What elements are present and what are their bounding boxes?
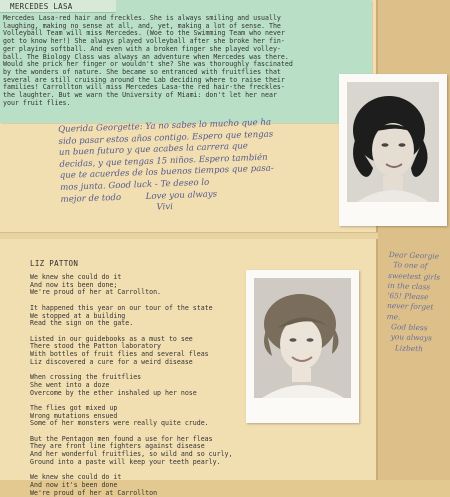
mercedes-name: MERCEDES LASA bbox=[10, 2, 73, 11]
mercedes-photo bbox=[339, 74, 447, 226]
handwritten-note-lizbeth: Dear Georgie To one of sweetest girls in the class '65! Please never forget me. God bless you always Lizbeth bbox=[385, 250, 441, 353]
handwritten-note-vivi: Querida Georgette: Ya no sabes lo mucho que ha sido pasar estos años contigo. Espero que tengas un buen futuro y que acabes la carrera que decidas, y que tengas 15 niños. Espero también que te acuerdes de los buenos tiempos que pasa- mos junta. Good luck - Te deseo lo mejor de todo Love you always Vivi bbox=[58, 117, 274, 217]
page-crease bbox=[376, 0, 378, 480]
liz-name: LIZ PATTON bbox=[30, 259, 79, 268]
liz-poem: We knew she could do it And now its been done; We're proud of her at Carrollton. It happened this year on our tour of the state We stopped at a building Read the sign on the gate. Listed in our guidebooks as a must to see There stood the Patton laboratory With bottles of fruit flies and several fleas Liz discovered a cure for a weird disease When crossing the fruitflies She went into a doze Overcome by the ether inshaled up her nose The flies got mixed up Wrong mutations ensued Some of her monsters were really quite crude. But the Pentagon men found a use for her fleas They are front line fighters against disease And her wonderful fruitflies, so wild and so curly, Ground into a paste will keep your teeth pearly. We knew she could do it And now it's been done We're proud of her at Carrollton bbox=[30, 273, 233, 497]
mercedes-paragraph: Mercedes Lasa-red hair and freckles. She is always smiling and usually laughing, making no sense at all, and, yet, making a lot of sense. The Volleyball Team will miss Mercedes. (Woe to the Swimming Team who never got to know her!) She always played volleyball after she broke her fin- ger playing softball. And even with a broken finger she played volley- ball. The Biology Class was always an adventure when Mercedes was there. Would she prick her finger or wouldn't she? She was thoroughly fascinated by the wonders of nature. She became so entranced with fruitflies that several are still cruising around the Lab deciding where to raise their families! Carrollton will miss Mercedes Lasa-the red hair-the freckles- the laughter. But we warn the University of Miami: don't let her near your fruit flies. bbox=[3, 14, 293, 107]
liz-photo bbox=[246, 270, 359, 423]
page-divider bbox=[0, 232, 378, 239]
adjacent-page bbox=[378, 0, 450, 480]
